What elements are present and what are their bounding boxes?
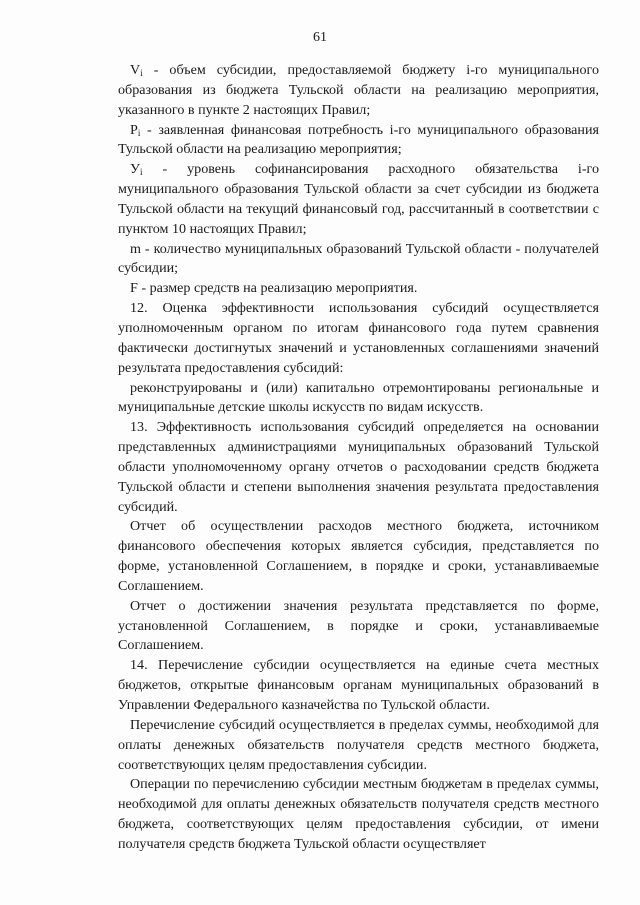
- paragraph-text: - объем субсидии, предоставляемой бюджету i-го муниципального образования из бюджета Тульской области на реализацию мероприятия, указанного в пункте 2 настоящих Правил;: [118, 62, 599, 118]
- page-number: 61: [313, 30, 327, 45]
- paragraph-transfer-limits: Перечисление субсидий осуществляется в пределах суммы, необходимой для оплаты денежных обязательств получателя средств местного бюджета, соответствующих целям предоставления субсидии.: [118, 716, 599, 773]
- paragraph-f-definition: F - размер средств на реализацию мероприятия.: [130, 280, 418, 297]
- subscript-i: i: [137, 127, 141, 138]
- symbol-u: У: [130, 161, 140, 178]
- symbol-v: V: [130, 62, 141, 78]
- paragraph-result-description: реконструированы и (или) капитально отремонтированы региональные и муниципальные детские школы искусств по видам искусств.: [118, 379, 599, 416]
- paragraph-text: - заявленная финансовая потребность i-го муниципального образования Тульской области на реализацию мероприятия;: [118, 121, 599, 158]
- subscript-i: i: [140, 68, 143, 78]
- paragraph-pi-definition: [118, 121, 599, 161]
- paragraph-12: 12. Оценка эффективности использования субсидий осуществляется уполномоченным органом по итогам финансового года путем сравнения фактически достигнутых значений и установленных соглашениями значений результата предоставления субсидий:: [118, 300, 599, 376]
- paragraph-text: - уровень софинансирования расходного обязательства i-го муниципального образования Тульской области за счет субсидии из бюджета Тульской области на текущий финансовый год, рассчитанный в соответствии с пунктом 10 настоящих Правил;: [118, 161, 599, 237]
- paragraph-13: 13. Эффективность использования субсидий определяется на основании представленных администрациями муниципальных образований Тульской области уполномоченному органу отчетов о расходовании средств бюджета Тульской области и степени выполнения значения результата предоставления субсидий.: [118, 419, 599, 515]
- symbol-p: P: [130, 121, 138, 138]
- paragraph-m-definition: m - количество муниципальных образований Тульской области - получателей субсидии;: [118, 240, 599, 277]
- paragraph-vi-definition: [118, 61, 599, 121]
- subscript-i: i: [139, 167, 143, 178]
- paragraph-result-report: Отчет о достижении значения результата представляется по форме, установленной Соглашением, в порядке и сроки, устанавливаемые Соглашением.: [118, 597, 599, 654]
- paragraph-ui-definition: [118, 160, 599, 239]
- paragraph-14: 14. Перечисление субсидии осуществляется на единые счета местных бюджетов, открытые финансовым органам муниципальных образований в Управлении Федерального казначейства по Тульской области.: [118, 657, 599, 713]
- document-body: [118, 61, 599, 855]
- paragraph-transfer-operations: Операции по перечислению субсидии местным бюджетам в пределах суммы, необходимой для оплаты денежных обязательств получателя средств местного бюджета, соответствующих целям предоставления субсидии, от имени получателя средств бюджета Тульской области осуществляет: [118, 776, 599, 852]
- paragraph-expenses-report: Отчет об осуществлении расходов местного бюджета, источником финансового обеспечения которых является субсидия, представляется по форме, установленной Соглашением, в порядке и сроки, устанавливаемые Соглашением.: [118, 518, 599, 594]
